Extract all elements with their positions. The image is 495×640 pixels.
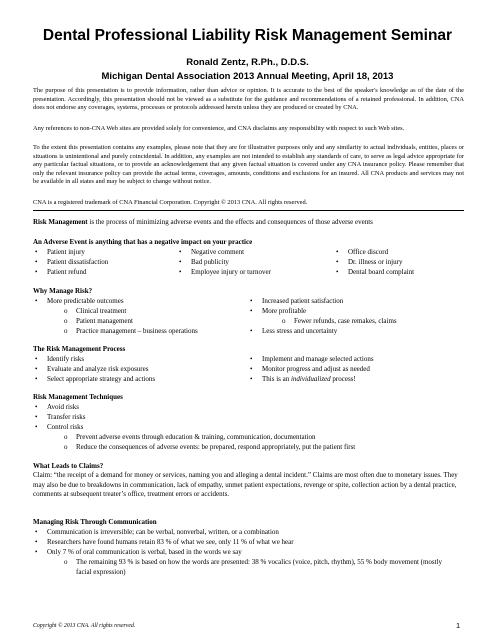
list-item: • Patient injury [47,248,85,257]
document-title: Dental Professional Liability Risk Management Seminar [42,27,453,44]
list-item: • Implement and manage selected actions [262,355,374,364]
adverse-heading: An Adverse Event is anything that has a negative impact on your practice [33,238,253,246]
list-item: • Employee injury or turnover [191,268,271,277]
sub-item: o Clinical treatment [76,307,126,316]
rm-definition: Risk Management is the process of minimizing adverse events and the effects and consequences of those adverse events [33,218,373,226]
page-number: 1 [456,621,461,630]
list-item: • Increased patient satisfaction [262,297,343,306]
process-heading: The Risk Management Process [33,345,126,353]
claims-text: Claim: “the receipt of a demand for money or services, naming you and alleging a dental incident.” Claims are most often due to monetary issues. They may also be due to breakdowns in communication, lack of empathy, unmet patient expectations, revenge or spite, collection action by a dental practice, comments at subsequent treater’s office, treatment errors or accidents. [33,471,458,498]
list-item: • Bad publicity [191,258,229,267]
why-heading: Why Manage Risk? [33,287,93,295]
disclaimer-examples: To the extent this presentation contains any examples, please note that they are for illustrative purposes only and any similarity to actual individuals, entities, places or situations is unintentional and purely coincidental. In addition, any examples are not intended to establish any standards of care, to serve as legal advice appropriate for any particular factual situations, or to provide an acknowledgement that any given factual situation is covered under any CNA insurance policy. Please remember that only the relevant insurance policy can provide the actual terms, coverages, amounts, conditions and exclusions for an insured. All CNA products and services may not be available in all states and may be subject to change without notice. [33,144,464,186]
sub-item: o Fewer refunds, case remakes, claims [294,317,397,326]
list-item: • Dr. illness or injury [348,258,402,267]
list-item: • Monitor progress and adjust as needed [262,365,370,374]
footer-copyright: Copyright © 2013 CNA. All rights reserved. [33,623,136,629]
author-line: Ronald Zentz, R.Ph., D.D.S. [186,57,309,68]
list-item: • Select appropriate strategy and actions [47,375,155,384]
list-item: • Patient dissatisfaction [47,258,108,267]
sub-item: o Reduce the consequences of adverse events: be prepared, respond appropriately, put the patient first [76,443,355,452]
sub-item: o The remaining 93 % is based on how the words are presented: 38 % vocalics (voice, pitch, rhythm), 55 % body movement (mostly facial expression) [76,558,456,577]
sub-item: o Prevent adverse events through education & training, communication, documentation [76,433,316,442]
list-item: • This is an individualized process! [262,375,356,384]
sub-item: o Patient management [76,317,133,326]
disclaimer-websites: Any references to non-CNA Web sites are provided solely for convenience, and CNA disclaims any responsibility with respect to such Web sites. [33,125,405,132]
list-item: • Dental board complaint [348,268,414,277]
list-item: • Researchers have found humans retain 83 % of what we see, only 11 % of what we hear [47,538,294,547]
list-item: • Avoid risks [47,403,79,412]
divider-rule [33,210,464,211]
list-item: • Patient refund [47,268,86,277]
disclaimer-purpose: The purpose of this presentation is to provide information, rather than advice or opinion. It is accurate to the best of the speaker's knowledge as of the date of the presentation. Accordingly, this presentation should not be viewed as a substitute for the guidance and recommendations of a retained professional. In addition, CNA does not endorse any coverages, systems, processes or protocols addressed herein unless they are produced or created by CNA. [33,87,464,112]
claims-heading: What Leads to Claims? [33,462,104,470]
list-item: • Evaluate and analyze risk exposures [47,365,148,374]
meeting-line: Michigan Dental Association 2013 Annual Meeting, April 18, 2013 [101,71,394,82]
list-item: • Negative comment [191,248,244,257]
sub-item: o Practice management – business operations [76,327,198,336]
communication-heading: Managing Risk Through Communication [33,518,157,526]
list-item: • Office discord [348,248,388,257]
techniques-heading: Risk Management Techniques [33,393,123,401]
disclaimer-trademark: CNA is a registered trademark of CNA Financial Corporation. Copyright © 2013 CNA. All rights reserved. [33,199,308,206]
list-item: • More profitable [262,307,306,316]
list-item: • Transfer risks [47,413,85,422]
list-item: • Only 7 % of oral communication is verbal, based in the words we say [47,548,242,557]
list-item: • Identify risks [47,355,84,364]
list-item: • Control risks [47,423,83,432]
list-item: • More predictable outcomes [47,297,124,306]
list-item: • Less stress and uncertainty [262,327,337,336]
list-item: • Communication is irreversible; can be verbal, nonverbal, written, or a combination [47,528,279,537]
